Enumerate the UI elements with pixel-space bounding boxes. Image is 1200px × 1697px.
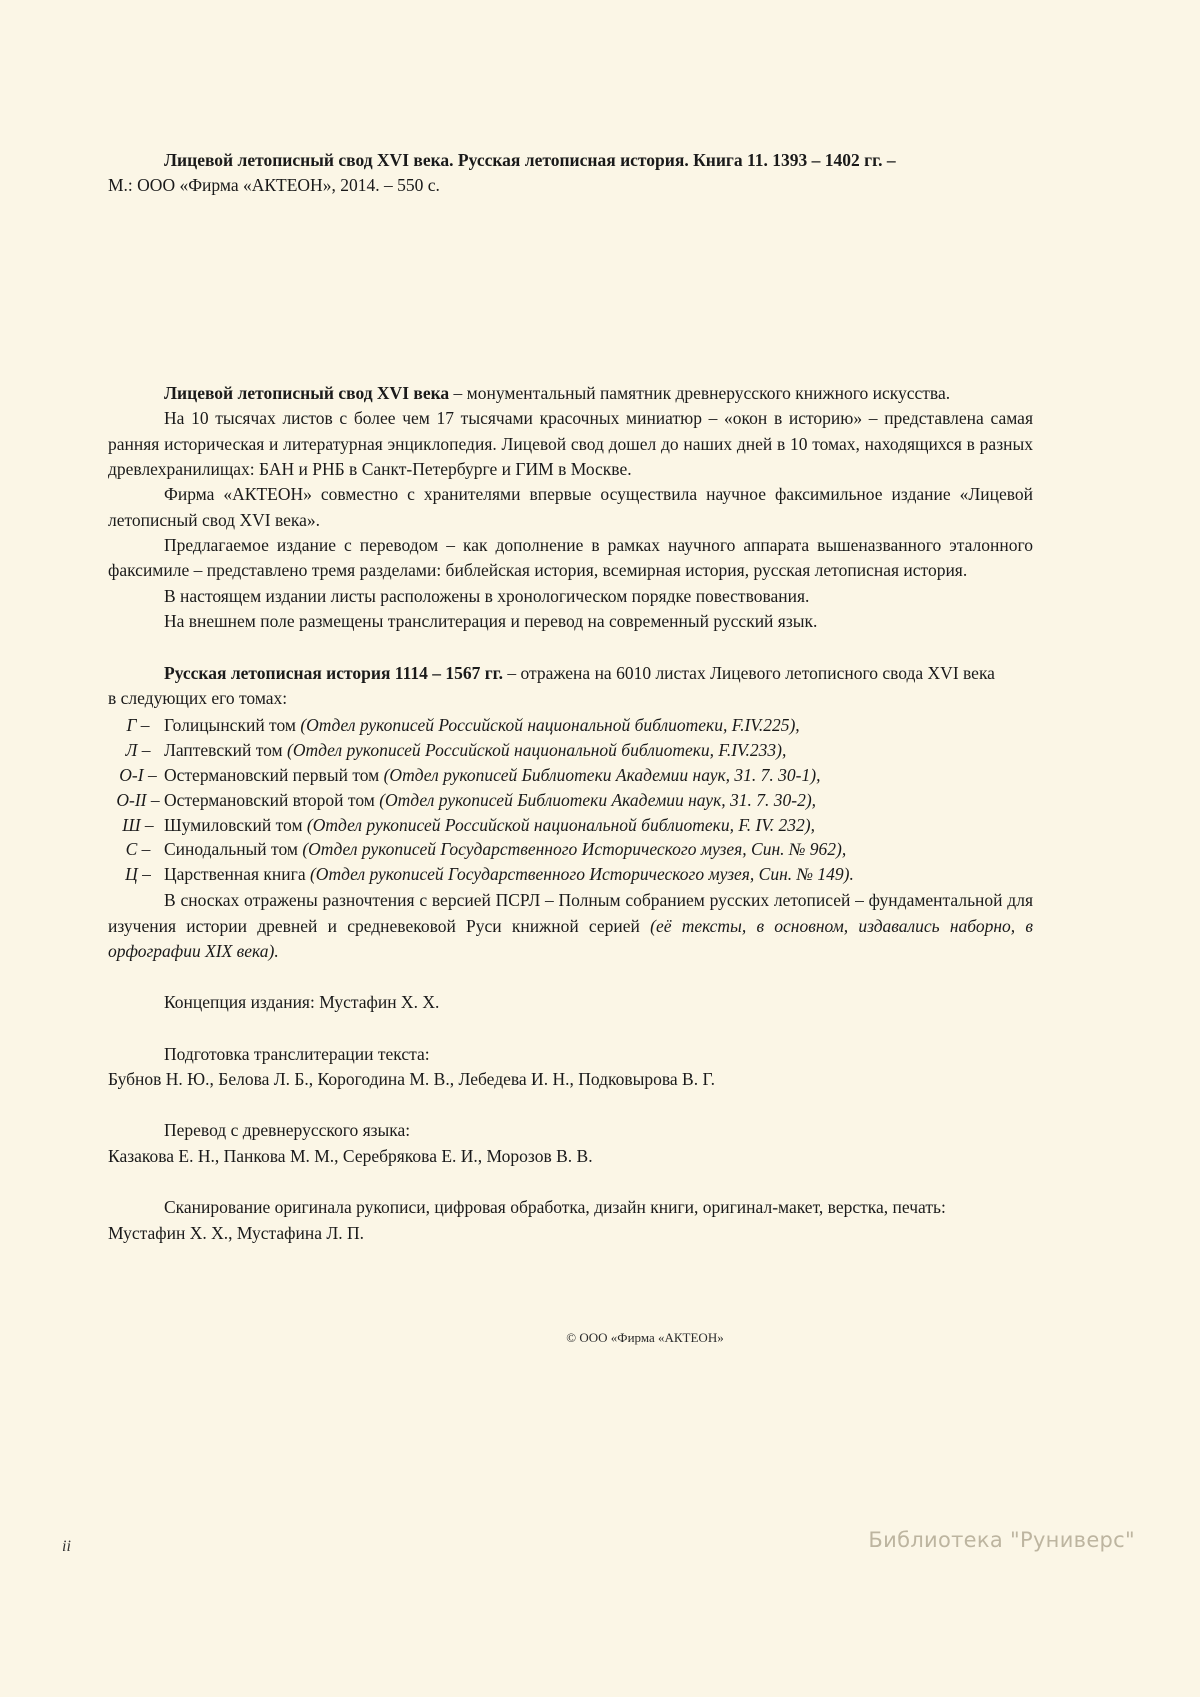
intro-lead-bold: Лицевой летописный свод XVI века — [164, 382, 450, 403]
section2-lead-line2: в следующих его томах: — [108, 687, 288, 708]
volume-source: (Отдел рукописей Российской национальной библиотеки, F. IV. 232), — [306, 814, 815, 835]
volume-name: Лаптевский том — [164, 740, 288, 761]
russian-chronicle-section — [108, 661, 1033, 712]
volume-name: Царственная книга — [164, 864, 310, 885]
list-item — [108, 837, 1033, 862]
intro-paragraph-2: Фирма «АКТЕОН» совместно с хранителями впервые осуществила научное факсимильное издание «Лицевой летописный свод XVI века». — [108, 484, 1033, 530]
volume-value — [164, 738, 1033, 763]
credit-group — [108, 1042, 1033, 1093]
page-number: ii — [62, 1538, 71, 1555]
volumes-list — [108, 713, 1033, 887]
section2-lead — [108, 661, 1033, 686]
volume-key: О-II – — [116, 789, 160, 810]
volume-source: (Отдел рукописей Государственного Исторического музея, Син. № 149). — [309, 864, 854, 885]
credit-heading: Перевод с древнерусского языка: — [164, 1120, 411, 1141]
volume-value — [164, 813, 1033, 838]
volume-key: С – — [125, 839, 151, 860]
footnote-paragraph — [108, 888, 1033, 964]
title-line-1: Лицевой летописный свод XVI века. Русская летописная история. Книга 11. 1393 – 1402 гг. – — [164, 150, 896, 170]
copyright-text: © ООО «Фирма «АКТЕОН» — [566, 1330, 724, 1345]
volume-key: Ц – — [125, 864, 151, 885]
volume-source: (Отдел рукописей Российской национальной библиотеки, F.IV.225), — [300, 715, 800, 736]
credit-heading: Концепция издания: Мустафин Х. Х. — [164, 992, 440, 1013]
volume-value — [164, 862, 1033, 887]
volume-name: Голицынский том — [164, 715, 301, 736]
footnote-italic-tail: (её тексты, в основном, издавались наборно, в орфографии XIX века). — [108, 915, 1033, 961]
list-item — [108, 862, 1033, 887]
intro-paragraph-3: Предлагаемое издание с переводом – как дополнение в рамках научного аппарата вышеназванного эталонного факсимиле – представлено тремя разделами: библейская история, всемирная история, русская летописная история. — [108, 535, 1033, 581]
credits-section — [108, 990, 1033, 1246]
intro-section — [108, 381, 1033, 635]
volume-source: (Отдел рукописей Библиотеки Академии наук, 31. 7. 30-2), — [379, 789, 817, 810]
volume-name: Шумиловский том — [164, 814, 307, 835]
volume-key: О-I – — [119, 764, 157, 785]
copyright-line — [0, 1330, 1200, 1346]
intro-lead-rest: – монументальный памятник древнерусского книжного искусства. — [449, 382, 951, 403]
list-item — [108, 813, 1033, 838]
library-watermark: Библиотека "Руниверс" — [868, 1528, 1135, 1552]
list-item — [108, 738, 1033, 763]
credit-group — [108, 1195, 1033, 1246]
section2-lead-bold: Русская летописная история 1114 – 1567 гг. — [164, 662, 504, 683]
credit-heading: Подготовка транслитерации текста: — [164, 1043, 430, 1064]
credit-names: Бубнов Н. Ю., Белова Л. Б., Корогодина М. В., Лебедева И. Н., Подковырова В. Г. — [108, 1069, 715, 1090]
credit-group — [108, 990, 1033, 1015]
credit-heading: Сканирование оригинала рукописи, цифровая обработка, дизайн книги, оригинал-макет, верстка, печать: — [164, 1197, 946, 1218]
volume-value — [164, 713, 1033, 738]
list-item — [108, 713, 1033, 738]
list-item — [108, 763, 1033, 788]
intro-paragraph-1: На 10 тысячах листов с более чем 17 тысячами красочных миниатюр – «окон в историю» – представлена самая ранняя историческая и литературная энциклопедия. Лицевой свод дошел до наших дней в 10 томах, находящихся в разных древлехранилищах: БАН и РНБ в Санкт-Петербурге и ГИМ в Москве. — [108, 408, 1033, 479]
volume-name: Остермановский второй том — [164, 789, 380, 810]
credit-names: Казакова Е. Н., Панкова М. М., Серебрякова Е. И., Морозов В. В. — [108, 1145, 593, 1166]
footnote-text: В сносках отражены разночтения с версией ПСРЛ – Полным собранием русских летописей – фундаментальной для изучения истории древней и средневековой Руси книжной серией — [108, 890, 1033, 936]
volume-value — [164, 788, 1033, 813]
volume-name: Синодальный том — [164, 839, 303, 860]
title-line-2: М.: ООО «Фирма «АКТЕОН», 2014. – 550 с. — [108, 175, 440, 196]
volume-source: (Отдел рукописей Российской национальной библиотеки, F.IV.233), — [287, 740, 787, 761]
page-content — [108, 148, 1033, 1246]
volume-key: Ш – — [122, 814, 154, 835]
credit-names: Мустафин Х. Х., Мустафина Л. П. — [108, 1222, 364, 1243]
volume-name: Остермановский первый том — [164, 764, 384, 785]
credit-group — [108, 1118, 1033, 1169]
volume-key: Л – — [125, 740, 151, 761]
list-item — [108, 788, 1033, 813]
volume-key: Г – — [126, 715, 150, 736]
section2-lead-rest: – отражена на 6010 листах Лицевого летописного свода XVI века — [503, 662, 995, 683]
volume-value — [164, 763, 1033, 788]
intro-lead-paragraph — [108, 381, 1033, 406]
volume-source: (Отдел рукописей Государственного Исторического музея, Син. № 962), — [302, 839, 847, 860]
volume-value — [164, 837, 1033, 862]
intro-paragraph-5: На внешнем поле размещены транслитерация и перевод на современный русский язык. — [164, 611, 818, 632]
bibliographic-title — [108, 148, 1033, 199]
intro-paragraph-4: В настоящем издании листы расположены в хронологическом порядке повествования. — [164, 585, 810, 606]
volume-source: (Отдел рукописей Библиотеки Академии наук, 31. 7. 30-1), — [383, 764, 821, 785]
